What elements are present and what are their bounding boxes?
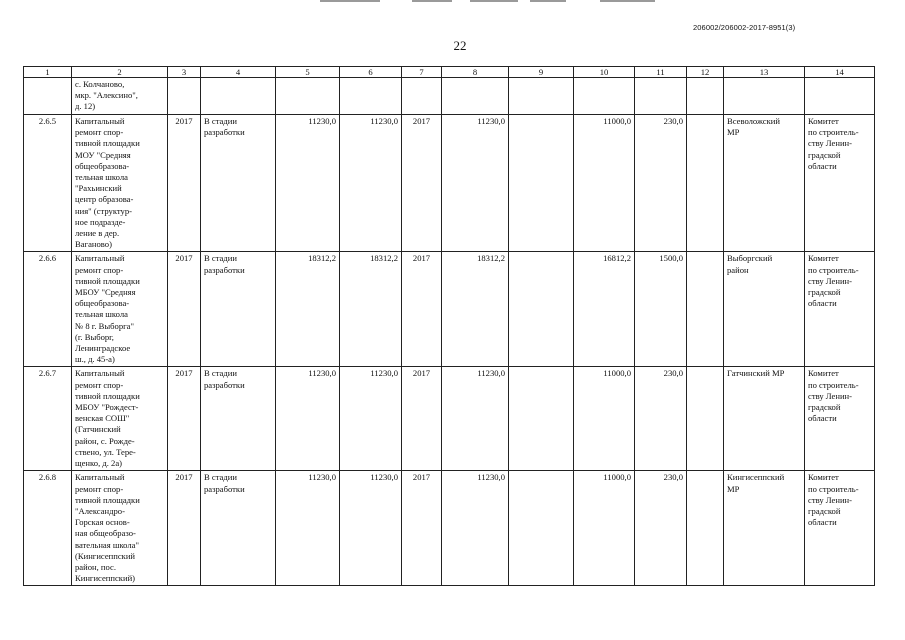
value-cell: 230,0 [635, 471, 687, 586]
stage-cell: В стадии разработки [201, 471, 276, 586]
value-cell [687, 252, 724, 367]
scan-edge-line [412, 0, 452, 2]
value-cell: 18312,2 [276, 252, 340, 367]
column-header: 5 [276, 67, 340, 78]
scan-edge-line [320, 0, 380, 2]
scan-edge-line [600, 0, 655, 2]
row-number: 2.6.7 [24, 367, 72, 471]
object-name: Капитальный ремонт спор- тивной площадки МБОУ "Средняя общеобразова- тельная школа № 8 г. Выборга" (г. Выборг, Ленинградское ш., д. 45-а) [72, 252, 168, 367]
value-cell [687, 471, 724, 586]
scan-edge-line [470, 0, 518, 2]
column-number-row [24, 67, 875, 78]
column-header: 14 [805, 67, 875, 78]
row-number: 2.6.5 [24, 115, 72, 252]
value-cell [509, 252, 574, 367]
table-row [24, 252, 875, 367]
customer-cell: Комитет по строитель- ству Ленин- градской области [805, 471, 875, 586]
stage-cell: В стадии разработки [201, 115, 276, 252]
program-table [23, 66, 875, 586]
continuation-row [24, 78, 875, 115]
stage-cell: В стадии разработки [201, 367, 276, 471]
year-cell: 2017 [168, 252, 201, 367]
value-cell: 11230,0 [442, 115, 509, 252]
column-header: 2 [72, 67, 168, 78]
value-cell: 11230,0 [276, 115, 340, 252]
column-header: 8 [442, 67, 509, 78]
year-cell: 2017 [168, 471, 201, 586]
page-number: 22 [453, 38, 467, 53]
value-cell: 16812,2 [574, 252, 635, 367]
table-row [24, 367, 875, 471]
row-number: 2.6.6 [24, 252, 72, 367]
value-cell: 18312,2 [442, 252, 509, 367]
year-cell: 2017 [402, 367, 442, 471]
object-name: Капитальный ремонт спор- тивной площадки "Александро- Горская основ- ная общеобразо- вательная школа" (Кингисеппский район, пос. Кингисеппский) [72, 471, 168, 586]
column-header: 6 [340, 67, 402, 78]
table-row [24, 471, 875, 586]
continued-address-cell: с. Колчаново, мкр. "Алексино", д. 12) [72, 78, 168, 115]
column-header: 3 [168, 67, 201, 78]
customer-cell: Комитет по строитель- ству Ленин- градской области [805, 367, 875, 471]
value-cell: 1500,0 [635, 252, 687, 367]
value-cell [687, 367, 724, 471]
column-header: 7 [402, 67, 442, 78]
year-cell: 2017 [168, 115, 201, 252]
district-cell: Гатчинский МР [724, 367, 805, 471]
object-name: Капитальный ремонт спор- тивной площадки МОУ "Средняя общеобразова- тельная школа "Рахьинский центр образова- ния" (структур- ное подразде- ление в дер. Ваганово) [72, 115, 168, 252]
value-cell: 230,0 [635, 367, 687, 471]
row-number: 2.6.8 [24, 471, 72, 586]
column-header: 10 [574, 67, 635, 78]
customer-cell: Комитет по строитель- ству Ленин- градской области [805, 115, 875, 252]
value-cell: 18312,2 [340, 252, 402, 367]
year-cell: 2017 [168, 367, 201, 471]
value-cell: 11230,0 [276, 471, 340, 586]
value-cell: 11230,0 [340, 115, 402, 252]
year-cell: 2017 [402, 252, 442, 367]
customer-cell: Комитет по строитель- ству Ленин- градской области [805, 252, 875, 367]
year-cell: 2017 [402, 471, 442, 586]
value-cell: 11230,0 [340, 367, 402, 471]
value-cell: 11000,0 [574, 471, 635, 586]
value-cell [509, 471, 574, 586]
value-cell: 11000,0 [574, 367, 635, 471]
stage-cell: В стадии разработки [201, 252, 276, 367]
value-cell: 230,0 [635, 115, 687, 252]
value-cell: 11230,0 [340, 471, 402, 586]
document-id: 206002/206002-2017-8951(3) [693, 23, 796, 32]
value-cell [687, 115, 724, 252]
table-row [24, 115, 875, 252]
scan-edge-line [530, 0, 566, 2]
column-header: 1 [24, 67, 72, 78]
column-header: 9 [509, 67, 574, 78]
value-cell: 11230,0 [442, 367, 509, 471]
value-cell: 11230,0 [276, 367, 340, 471]
column-header: 11 [635, 67, 687, 78]
value-cell: 11230,0 [442, 471, 509, 586]
column-header: 12 [687, 67, 724, 78]
column-header: 4 [201, 67, 276, 78]
column-header: 13 [724, 67, 805, 78]
object-name: Капитальный ремонт спор- тивной площадки МБОУ "Рождест- венская СОШ" (Гатчинский район, с. Рожде- ствено, ул. Тере- щенко, д. 2а) [72, 367, 168, 471]
district-cell: Выборгский район [724, 252, 805, 367]
value-cell [509, 115, 574, 252]
year-cell: 2017 [402, 115, 442, 252]
value-cell [509, 367, 574, 471]
district-cell: Всеволожский МР [724, 115, 805, 252]
value-cell: 11000,0 [574, 115, 635, 252]
district-cell: Кингисеппский МР [724, 471, 805, 586]
